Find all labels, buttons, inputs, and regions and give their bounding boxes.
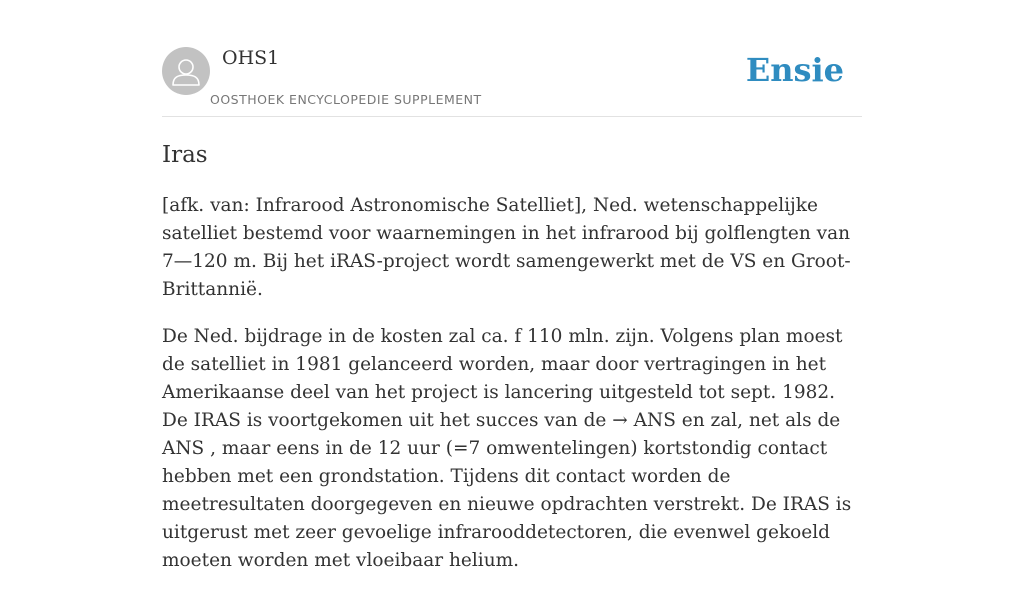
source-label[interactable]: OOSTHOEK ENCYCLOPEDIE SUPPLEMENT	[210, 92, 482, 107]
author-name[interactable]: OHS1	[222, 47, 280, 69]
brand-logo[interactable]: Ensie	[745, 51, 844, 89]
article-paragraph: [afk. van: Infrarood Astronomische Satelliet], Ned. wetenschappelijke satelliet bestemd voor waarnemingen in het infrarood bij golflengten van 7—120 m. Bij het iRAS-project wordt samengewerkt met de VS en Groot-Brittannië.	[162, 195, 851, 300]
article-paragraph: De Ned. bijdrage in de kosten zal ca. f 110 mln. zijn. Volgens plan moest de satelliet in 1981 gelanceerd worden, maar door vertragingen in het Amerikaanse deel van het project is lancering uitgesteld tot sept. 1982. De IRAS is voortgekomen uit het succes van de → ANS en zal, net als de ANS , maar eens in de 12 uur (=7 omwentelingen) kortstondig contact hebben met een grondstation. Tijdens dit contact worden de meetresultaten doorgegeven en nieuwe opdrachten verstrekt. De IRAS is uitgerust met zeer gevoelige infrarooddetectoren, die evenwel gekoeld moeten worden met vloeibaar helium.	[162, 326, 852, 571]
header	[162, 0, 862, 117]
user-icon[interactable]	[162, 47, 210, 95]
article-title: Iras	[162, 142, 208, 168]
article-body	[162, 192, 862, 594]
